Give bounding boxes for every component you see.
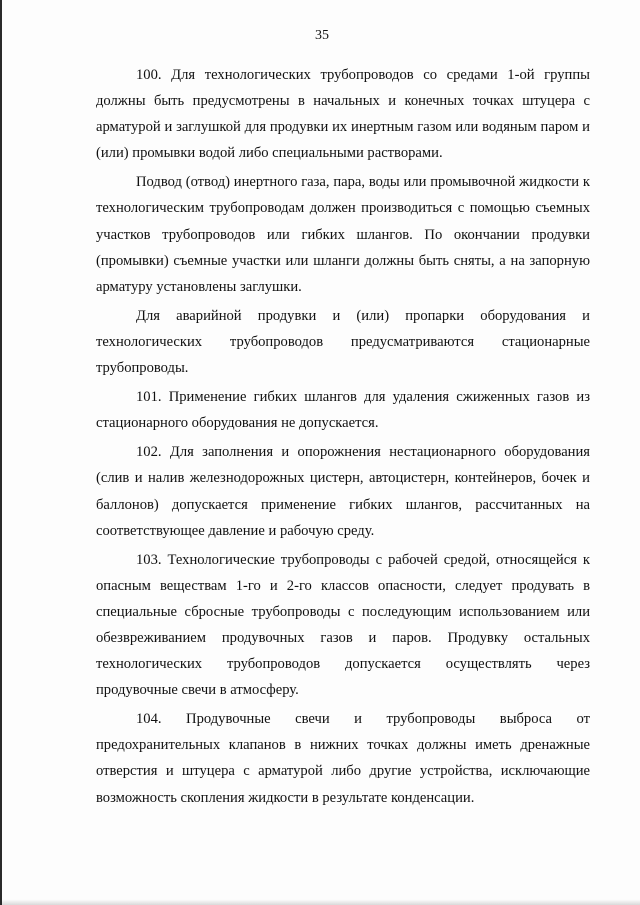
scan-bottom-edge bbox=[2, 899, 640, 905]
page-number: 35 bbox=[315, 28, 329, 43]
document-body bbox=[96, 62, 590, 811]
paragraph-inert-gas-supply: Подвод (отвод) инертного газа, пара, воды или промывочной жидкости к технологическим трубопроводам должен производиться с помощью съемных участков трубопроводов или гибких шлангов. По окончании продувки (промывки) съемные участки или шланги должны быть сняты, а на запорную арматуру установлены заглушки. bbox=[96, 174, 590, 295]
paragraph-101: 101. Применение гибких шлангов для удаления сжиженных газов из стационарного оборудования не допускается. bbox=[96, 389, 590, 432]
paragraph-104: 104. Продувочные свечи и трубопроводы выброса от предохранительных клапанов в нижних точках должны иметь дренажные отверстия и штуцера с арматурой либо другие устройства, исключающие возможность скопления жидкости в результате конденсации. bbox=[96, 711, 590, 806]
paragraph-emergency-purge: Для аварийной продувки и (или) пропарки оборудования и технологических трубопроводов предусматриваются стационарные трубопроводы. bbox=[96, 307, 590, 377]
paragraph-103: 103. Технологические трубопроводы с рабочей средой, относящейся к опасным веществам 1-го и 2-го классов опасности, следует продувать в специальные сбросные трубопроводы с последующим использованием или обезвреживанием продувочных газов и паров. Продувку остальных технологических трубопроводов допускается осуществлять через продувочные свечи в атмосферу. bbox=[96, 551, 590, 699]
paragraph-102: 102. Для заполнения и опорожнения нестационарного оборудования (слив и налив железнодорожных цистерн, автоцистерн, контейнеров, бочек и баллонов) допускается применение гибких шлангов, рассчитанных на соответствующее давление и рабочую среду. bbox=[96, 444, 590, 539]
paragraph-100: 100. Для технологических трубопроводов со средами 1-ой группы должны быть предусмотрены в начальных и конечных точках штуцера с арматурой и заглушкой для продувки их инертным газом или водяным паром и (или) промывки водой либо специальными растворами. bbox=[96, 67, 590, 162]
